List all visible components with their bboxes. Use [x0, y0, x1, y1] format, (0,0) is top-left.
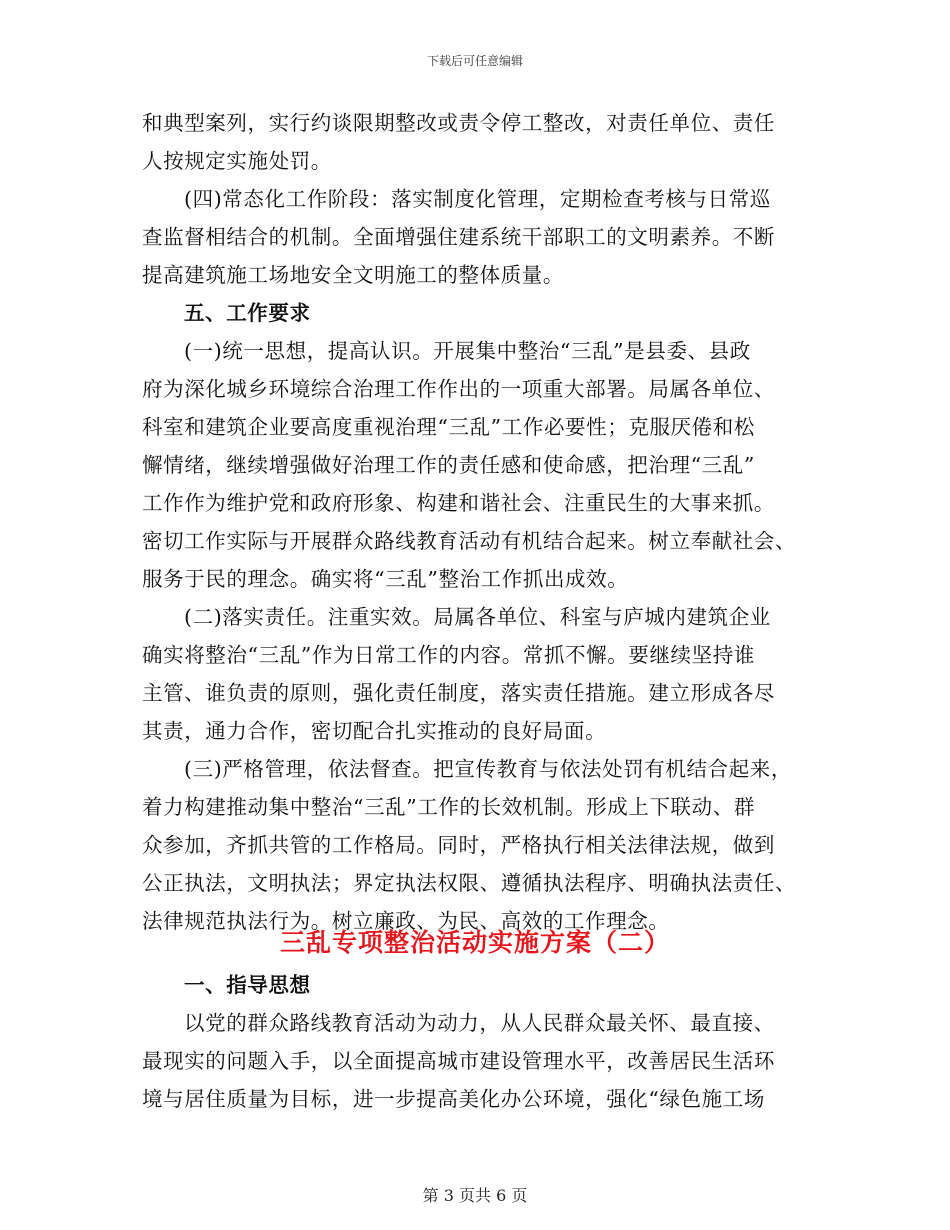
paragraph-line: 最现实的问题入手，以全面提高城市建设管理水平，改善居民生活环: [142, 1049, 775, 1073]
paragraph-line: 查监督相结合的机制。全面增强住建系统干部职工的文明素养。不断: [142, 225, 775, 249]
paragraph-line: 科室和建筑企业要高度重视治理“三乱”工作必要性；克服厌倦和松: [142, 415, 755, 439]
paragraph-line: (一)统一思想，提高认识。开展集中整治“三乱”是县委、县政: [184, 339, 751, 363]
paragraph-line: 提高建筑施工场地安全文明施工的整体质量。: [142, 263, 564, 287]
paragraph-line: 府为深化城乡环境综合治理工作作出的一项重大部署。局属各单位、: [142, 377, 775, 401]
page-footer: 第 3 页共 6 页: [422, 1186, 528, 1205]
paragraph-line: 众参加，齐抓共管的工作格局。同时，严格执行相关法律法规，做到: [142, 833, 775, 857]
document-title: 三乱专项整治活动实施方案（二）: [279, 928, 670, 957]
paragraph-line: 工作作为维护党和政府形象、构建和谐社会、注重民生的大事来抓。: [142, 491, 775, 515]
paragraph-line: 以党的群众路线教育活动为动力，从人民群众最关怀、最直接、: [184, 1011, 775, 1035]
paragraph-line: 法律规范执法行为。树立廉政、为民、高效的工作理念。: [142, 909, 670, 933]
paragraph-line: 和典型案列，实行约谈限期整改或责令停工整改，对责任单位、责任: [142, 111, 775, 135]
paragraph-line: 懈情绪，继续增强做好治理工作的责任感和使命感，把治理“三乱”: [142, 453, 755, 477]
paragraph-line: 其责，通力合作，密切配合扎实推动的良好局面。: [142, 719, 607, 743]
paragraph-line: 着力构建推动集中整治“三乱”工作的长效机制。形成上下联动、群: [142, 795, 755, 819]
paragraph-line: 主管、谁负责的原则，强化责任制度，落实责任措施。建立形成各尽: [142, 681, 775, 705]
paragraph-line: (三)严格管理，依法督查。把宣传教育与依法处罚有机结合起来，: [184, 757, 792, 781]
paragraph-line: (四)常态化工作阶段：落实制度化管理，定期检查考核与日常巡: [184, 187, 771, 211]
paragraph-line: 确实将整治“三乱”作为日常工作的内容。常抓不懈。要继续坚持谁: [142, 643, 755, 667]
page-header: 下载后可任意编辑: [426, 54, 523, 68]
paragraph-line: 人按规定实施处罚。: [142, 149, 332, 173]
section-heading: 五、工作要求: [184, 301, 311, 325]
paragraph-line: 境与居住质量为目标，进一步提高美化办公环境，强化“绿色施工场: [142, 1087, 765, 1111]
paragraph-line: (二)落实责任。注重实效。局属各单位、科室与庐城内建筑企业: [184, 605, 771, 629]
paragraph-line: 服务于民的理念。确实将“三乱”整治工作抓出成效。: [142, 567, 629, 591]
section-heading: 一、指导思想: [184, 973, 311, 997]
paragraph-line: 公正执法，文明执法；界定执法权限、遵循执法程序、明确执法责任、: [142, 871, 797, 895]
paragraph-line: 密切工作实际与开展群众路线教育活动有机结合起来。树立奉献社会、: [142, 529, 797, 553]
